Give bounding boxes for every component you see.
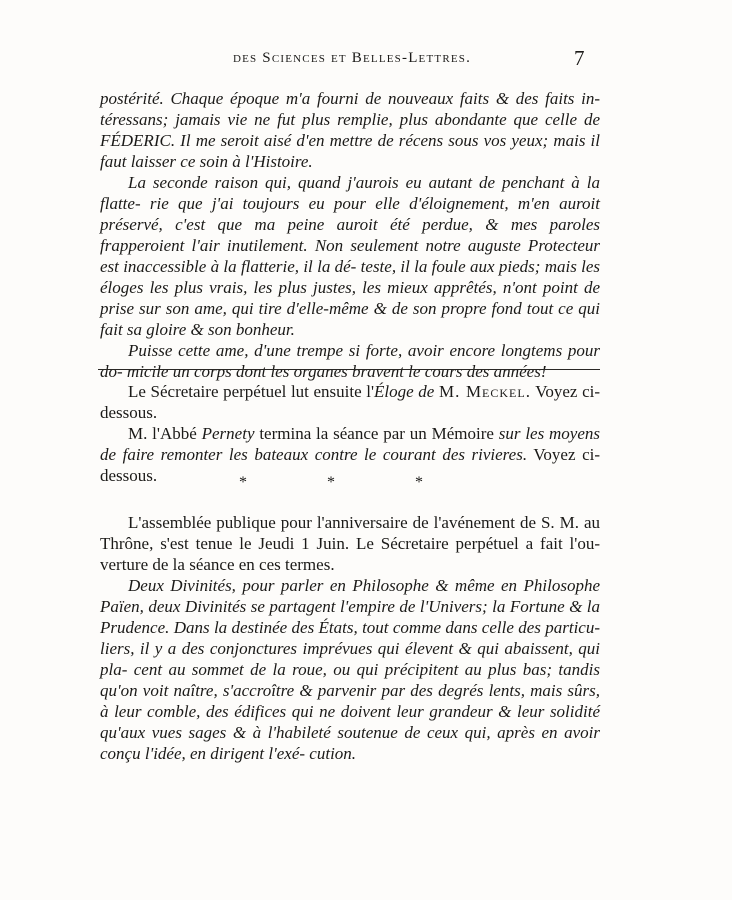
line: FÉDERIC. Il me seroit aisé d'en mettre de récens sous vos yeux;: [100, 131, 549, 150]
line: Thrône, s'est tenue le Jeudi 1 Juin. Le Sécretaire perpétuel a fait l'ou-: [100, 534, 600, 553]
line: téressans; jamais vie ne fut plus remplie, plus abondante que celle de: [100, 110, 600, 129]
paragraph-posterite: [100, 88, 600, 172]
line: mieux apprêtés, n'ont point de prise sur son ame, qui tire d'elle-même & de: [100, 278, 600, 318]
line: que ma peine auroit été perdue, & mes paroles frapperoient l'air inutilement.: [100, 215, 600, 255]
text-roman: Voyez: [535, 382, 578, 401]
line: La seconde raison qui, quand j'aurois eu autant de penchant à la flatte-: [100, 173, 600, 213]
text-roman: Voyez ci-dessous.: [100, 445, 601, 485]
paragraph-eloge: [100, 381, 600, 423]
paragraph-assemblee: [100, 512, 600, 575]
line: son propre fond tout ce qui fait sa gloire & son bonheur.: [100, 299, 600, 339]
line: Deux Divinités, pour parler en Philosophe & même en Philosophe: [128, 576, 600, 595]
line: l'habileté soutenue de ceux qui, après en avoir conçu l'idée, en dirigent l'exé-: [100, 723, 600, 763]
text-roman: M. l'Abbé: [128, 424, 197, 443]
line: cent au sommet de la roue, ou qui précipitent au plus bas; tandis qu'on voit: [100, 660, 600, 700]
text-roman: Le Sécretaire perpétuel lut ensuite l': [128, 382, 375, 401]
line: Non seulement notre auguste Protecteur est inaccessible à la flatterie, il la dé-: [100, 236, 601, 276]
section-1: [100, 88, 600, 382]
page-number: 7: [574, 46, 585, 70]
paragraph-divinites: [100, 575, 600, 764]
line: liers, il y a des conjonctures imprévues qui élevent & qui abaissent, qui pla-: [100, 639, 600, 679]
section-3: [100, 512, 600, 764]
section-divider: [98, 369, 600, 370]
running-title: des Sciences et Belles-Lettres.: [232, 50, 472, 66]
line: Prudence. Dans la destinée des États, tout comme dans celle des particu-: [100, 618, 600, 637]
person-name: Pernety: [201, 424, 255, 443]
person-name: M. Meckel.: [438, 382, 531, 401]
line: Puisse cette ame, d'une trempe si forte, avoir encore longtems pour do-: [100, 341, 600, 381]
paragraph-puisse: [100, 340, 600, 382]
memoire-title: faire remonter les bateaux contre le courant des rivieres.: [122, 445, 528, 464]
line: postérité. Chaque époque m'a fourni de nouveaux faits & des faits in-: [100, 89, 600, 108]
line: cution.: [309, 744, 357, 763]
star-separator: * * *: [239, 474, 461, 491]
line: teste, il la foule aux pieds; mais les éloges les plus vrais, les plus justes, les: [100, 257, 601, 297]
line: micile un corps dont les organes bravent le cours des années!: [126, 362, 547, 381]
line: Païen, deux Divinités se partagent l'empire de l'Univers; la Fortune & la: [100, 597, 600, 616]
line: des édifices qui ne doivent leur grandeur & leur solidité qu'aux vues sages & à: [100, 702, 600, 742]
section-2: [100, 381, 600, 486]
text-roman: termina la séance par un Mémoire: [259, 424, 494, 443]
line: mais il faut laisser ce soin à l'Histoire.: [100, 131, 600, 171]
memoire-title: sur les moyens de: [100, 424, 601, 464]
text-roman: ci-dessous.: [100, 382, 601, 422]
line: rie que j'ai toujours eu pour elle d'éloignement, m'en auroit préservé, c'est: [100, 194, 600, 234]
text-italic: Éloge de: [374, 382, 435, 401]
line: naître, s'accroître & parvenir par des degrés lents, mais sûrs, à leur comble,: [100, 681, 600, 721]
paragraph-seconde-raison: [100, 172, 600, 340]
line: verture de la séance en ces termes.: [100, 555, 335, 574]
line: L'assemblée publique pour l'anniversaire de l'avénement de S. M. au: [128, 513, 600, 532]
